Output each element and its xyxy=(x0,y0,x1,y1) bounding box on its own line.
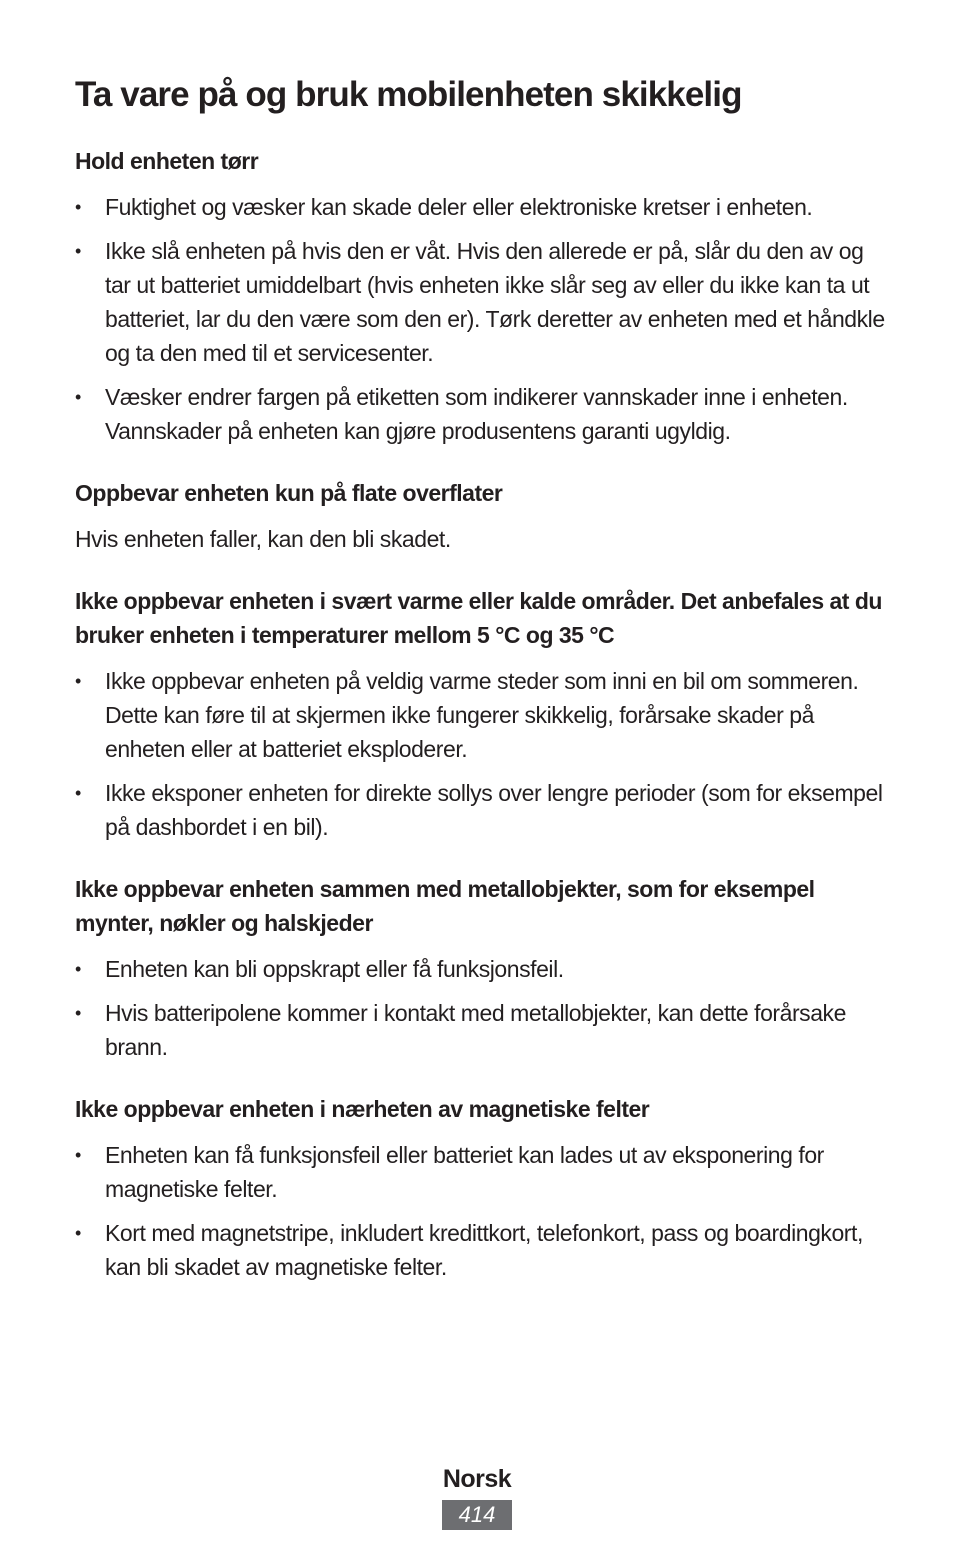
list-item-text: Kort med magnetstripe, inkludert kredittkort, telefonkort, pass og boardingkort, kan bli skadet av magnetiske felter. xyxy=(105,1220,863,1280)
bullet-icon: • xyxy=(75,671,81,691)
section-keep-dry xyxy=(75,144,887,448)
bullet-icon: • xyxy=(75,959,81,979)
bullet-list xyxy=(75,664,887,844)
list-item xyxy=(75,190,887,224)
page-title: Ta vare på og bruk mobilenheten skikkelig xyxy=(75,75,742,114)
section-heading: Ikke oppbevar enheten i nærheten av magnetiske felter xyxy=(75,1096,650,1122)
list-item xyxy=(75,664,887,766)
bullet-list xyxy=(75,1138,887,1284)
footer-language: Norsk xyxy=(442,1465,512,1493)
list-item xyxy=(75,776,887,844)
list-item-text: Ikke slå enheten på hvis den er våt. Hvis den allerede er på, slår du den av og tar ut batteriet umiddelbart (hvis enheten ikke slår seg av eller du ikke kan ta ut batteriet, lar du den være som den er). Tørk deretter av enheten med et håndkle og ta den med til et servicesenter. xyxy=(105,238,885,366)
list-item xyxy=(75,1138,887,1206)
bullet-list xyxy=(75,952,887,1064)
bullet-icon: • xyxy=(75,1003,81,1023)
list-item-text: Fuktighet og væsker kan skade deler eller elektroniske kretser i enheten. xyxy=(105,194,813,220)
section-heading: Ikke oppbevar enheten i svært varme eller kalde områder. Det anbefales at du bruker enheten i temperaturer mellom 5 °C og 35 °C xyxy=(75,588,882,648)
section-heading: Ikke oppbevar enheten sammen med metallobjekter, som for eksempel mynter, nøkler og halskjeder xyxy=(75,876,815,936)
list-item-text: Enheten kan bli oppskrapt eller få funksjonsfeil. xyxy=(105,956,564,982)
bullet-icon: • xyxy=(75,197,81,217)
bullet-icon: • xyxy=(75,1145,81,1165)
list-item xyxy=(75,1216,887,1284)
list-item-text: Væsker endrer fargen på etiketten som indikerer vannskader inne i enheten. Vannskader på enheten kan gjøre produsentens garanti ugyldig. xyxy=(105,384,848,444)
list-item xyxy=(75,952,887,986)
section-flat-surfaces xyxy=(75,476,887,556)
page-footer xyxy=(0,1462,954,1530)
page-number-badge: 414 xyxy=(442,1500,512,1530)
list-item-text: Enheten kan få funksjonsfeil eller batteriet kan lades ut av eksponering for magnetiske felter. xyxy=(105,1142,824,1202)
section-magnetic-fields xyxy=(75,1092,887,1284)
bullet-icon: • xyxy=(75,783,81,803)
list-item xyxy=(75,234,887,370)
section-paragraph: Hvis enheten faller, kan den bli skadet. xyxy=(75,526,451,552)
bullet-list xyxy=(75,190,887,448)
bullet-icon: • xyxy=(75,241,81,261)
list-item xyxy=(75,380,887,448)
list-item-text: Hvis batteripolene kommer i kontakt med metallobjekter, kan dette forårsake brann. xyxy=(105,1000,846,1060)
list-item-text: Ikke oppbevar enheten på veldig varme steder som inni en bil om sommeren. Dette kan føre til at skjermen ikke fungerer skikkelig, forårsake skader på enheten eller at batteriet eksploderer. xyxy=(105,668,859,762)
document-page xyxy=(75,72,887,1312)
section-metal-objects xyxy=(75,872,887,1064)
list-item xyxy=(75,996,887,1064)
bullet-icon: • xyxy=(75,1223,81,1243)
list-item-text: Ikke eksponer enheten for direkte sollys over lengre perioder (som for eksempel på dashbordet i en bil). xyxy=(105,780,883,840)
section-heading: Oppbevar enheten kun på flate overflater xyxy=(75,480,503,506)
bullet-icon: • xyxy=(75,387,81,407)
section-heading: Hold enheten tørr xyxy=(75,148,259,174)
section-temperature xyxy=(75,584,887,844)
